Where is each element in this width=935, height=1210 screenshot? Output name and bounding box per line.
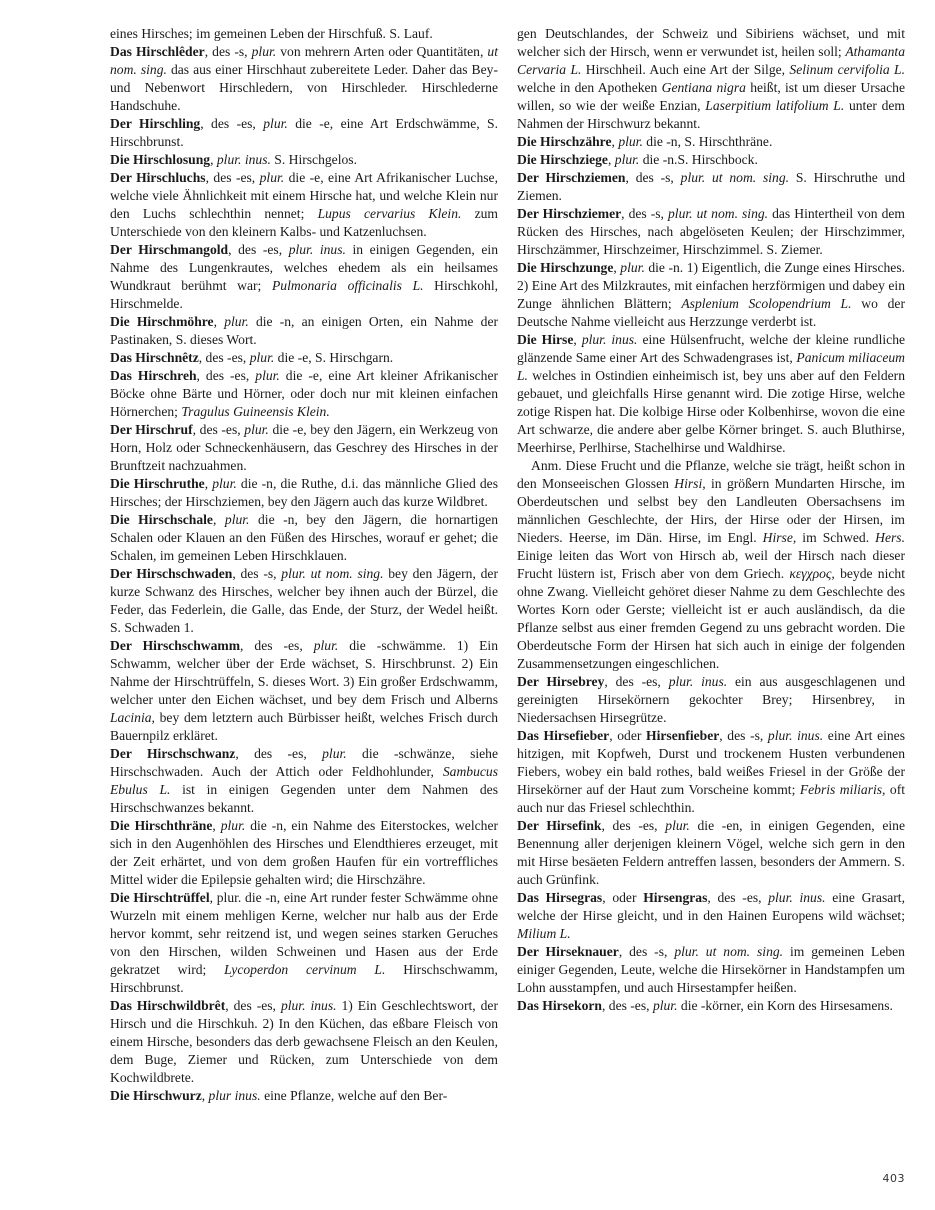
entry-text: , des -es,	[205, 170, 260, 185]
headword: Das Hirschwildbrêt	[110, 998, 226, 1013]
entry-text: die -n, die Ruthe, d.i. das männliche Glied des Hirsches; der Hirschziemen, bey den Jägern auch das kurze Wildbret.	[110, 476, 498, 509]
headword: Das Hirsekorn	[517, 998, 602, 1013]
headword: Der Hirschmangold	[110, 242, 229, 257]
italic-term: Lacinia,	[110, 710, 155, 725]
entry-text: die -körner, ein Korn des Hirsesamens.	[677, 998, 893, 1013]
headword: Das Hirsegras	[517, 890, 603, 905]
entry-text: , oder	[602, 890, 644, 905]
dictionary-entry	[110, 241, 498, 313]
headword: Der Hirschziemer	[517, 206, 622, 221]
entry-text: ,	[213, 314, 225, 329]
entry-text: , des -es,	[198, 350, 250, 365]
italic-term: plur.	[652, 998, 678, 1013]
italic-term: plur. ut nom. sing.	[281, 566, 384, 581]
entry-text: von mehrern Arten oder Quantitäten,	[276, 44, 488, 59]
headword: Die Hirse	[517, 332, 574, 347]
entry-text: ,	[607, 152, 615, 167]
headword: Der Hirseknauer	[517, 944, 619, 959]
headword: Die Hirschmöhre	[110, 314, 214, 329]
dictionary-entry	[110, 637, 498, 745]
entry-text: , des -s,	[232, 566, 282, 581]
entry-text: wo der Deutsche Nahme vielleicht aus Herzzunge verderbt ist.	[517, 296, 905, 329]
entry-text: eine Grasart, welche der Hirse gleicht, und in den Hainen Europens wild wächset;	[517, 890, 905, 923]
entry-text: Einige leiten das Wort von Hirsch ab, weil der Hirsch nach dieser Frucht lüstern ist, Frisch aber von dem Griech.	[517, 548, 905, 581]
dictionary-entry	[517, 151, 905, 169]
entry-text: die -e, S. Hirschgarn.	[274, 350, 394, 365]
entry-text: 1) Ein Geschlechtswort, der Hirsch und die Hirschkuh. 2) In den Küchen, das eßbare Fleisch von einem Hirsche, besonders das derb gewachsene Fleisch an den Keulen, dem Buge, Ziemer und Rücken, zum Unterschiede von dem Kochwildbrete.	[110, 998, 498, 1085]
entry-text: S. Hirschruthe und Ziemen.	[517, 170, 905, 203]
dictionary-entry	[517, 259, 905, 331]
entry-text: die -n, bey den Jägern, die hornartigen Schalen oder Klauen an den Füßen des Hirsches, worauf er gehet; die Schalen, im gemeinen Leben Hirschklauen.	[110, 512, 499, 563]
dictionary-entry	[517, 817, 905, 889]
entry-text: , des -es,	[196, 368, 256, 383]
italic-term: Panicum miliaceum L.	[517, 350, 905, 383]
headword: Der Hirsefink	[517, 818, 602, 833]
italic-term: Asplenium Scolopendrium L.	[681, 296, 852, 311]
entry-text: die -e, eine Art Afrikanischer Luchse, welche viele Ähnlichkeit mit einem Hirsche hat, und welche Klein nur den Luchs schlechthin nennet;	[110, 170, 498, 221]
headword: Hirsenfieber	[646, 728, 720, 743]
italic-term: Hers.	[875, 530, 905, 545]
dictionary-entry	[110, 421, 498, 475]
entry-text: , des -s,	[719, 728, 768, 743]
entry-text: , des -s,	[204, 44, 252, 59]
headword: Der Hirschschwaden	[110, 566, 233, 581]
entry-note	[517, 457, 905, 673]
entry-text: ein aus ausgeschlagenen und gereinigten Hirsekörnern gekochter Brey; Hirsenbrey, in Niedersachsen Hirsegrütze.	[517, 674, 905, 725]
headword: Der Hirschluchs	[110, 170, 206, 185]
italic-term: plur.	[251, 44, 277, 59]
italic-term: plur. ut nom. sing.	[680, 170, 790, 185]
entry-text: ,	[204, 476, 213, 491]
italic-term: plur. ut nom. sing.	[668, 206, 769, 221]
italic-term: plur. inus.	[216, 152, 271, 167]
headword: Das Hirschnêtz	[110, 350, 199, 365]
italic-term: plur.	[620, 260, 645, 275]
italic-term: Hirsi,	[674, 476, 706, 491]
italic-term: plur. inus.	[581, 332, 638, 347]
entry-text: in einigen Gegenden, ein Nahme des Lungenkrautes, welches ehedem als ein heilsames Wundkraut berühmt war;	[110, 242, 498, 293]
entry-text: gen Deutschlandes, der Schweiz und Sibiriens wächset, und mit welcher sich der Hirsch, wenn er verwundet ist, heilen soll;	[517, 26, 905, 59]
dictionary-entry	[517, 331, 905, 457]
dictionary-entry	[110, 889, 498, 997]
dictionary-entry	[110, 43, 498, 115]
dictionary-entry	[110, 313, 498, 349]
dictionary-entry	[517, 997, 905, 1015]
italic-term: plur. inus.	[668, 674, 728, 689]
italic-term: plur. inus.	[767, 728, 824, 743]
entry-text: , oder	[609, 728, 647, 743]
headword: Die Hirschwurz	[110, 1088, 202, 1103]
italic-term: plur inus.	[208, 1088, 261, 1103]
entry-text: , des -s,	[625, 170, 681, 185]
italic-term: plur.	[614, 152, 640, 167]
entry-text: beyde nicht ohne Zwang. Vielleicht gehöret dieser Nahme zu dem Geschlechte des Wortes Korn oder Gerste; vielleicht ist er auch ausländisch, da die Pflanze selbst aus einer fremden Gegend zu uns gebracht worden. Die Oberdeutsche Form der Hirsen hat sich auch in einige der folgenden Zusammensetzungen eingeschlichen.	[517, 566, 905, 671]
entry-text: , des -es,	[235, 746, 323, 761]
entry-continuation	[110, 25, 498, 43]
italic-term: Athamanta Cervaria L.	[517, 44, 905, 77]
italic-term: Febris miliaris,	[799, 782, 886, 797]
entry-text: zum Unterschiede von den kleinern Kalbs- und Katzenluchsen.	[110, 206, 498, 239]
entry-text: welches in Ostindien einheimisch ist, bey uns aber auf den Feldern gebauet, und gleichfalls Hirse genannt wird. Die zotige Hirse, welche zotige Rispen hat. Die kolbige Hirse oder Kolbenhirse, wovon die eine Art schwarze, die andere aber gelbe Körner bringet. S. auch Bluthirse, Meerhirse, Perlhirse, Stachelhirse und Waldhirse.	[517, 368, 905, 455]
entry-text: welche in den Apotheken	[517, 80, 662, 95]
page-number: 403	[882, 1172, 905, 1185]
dictionary-entry	[517, 889, 905, 943]
entry-text: bey den Jägern, der kurze Schwanz des Hirsches, welcher bey ihnen auch der Bürzel, die Feder, das Federlein, die Galle, das Ende, der Sturz, der Wedel heißt. S. Schwaden 1.	[110, 566, 498, 635]
entry-text: ,	[613, 260, 621, 275]
headword: Der Hirsebrey	[517, 674, 605, 689]
headword: Der Hirschschwamm	[110, 638, 241, 653]
italic-term: plur. ut nom. sing.	[674, 944, 784, 959]
entry-text: die -e, bey den Jägern, ein Werkzeug von Horn, Holz oder Schneckenhäusern, das Geschrey des Hirsches in der Brunftzeit nachzuahmen.	[110, 422, 498, 473]
headword: Die Hirschlosung	[110, 152, 211, 167]
dictionary-entry	[110, 1087, 498, 1105]
entry-text: das Hintertheil von dem Rücken des Hirsches, nach abgelöseten Keulen; der Hirschzimmer, Hirschzämmer, Hirschzeimer, Hirschzimmel. S. Ziemer.	[517, 206, 905, 257]
dictionary-entry	[517, 169, 905, 205]
entry-text: , des -es,	[601, 818, 666, 833]
headword: Die Hirschzunge	[517, 260, 614, 275]
entry-text: , des -es,	[192, 422, 245, 437]
entry-text: die -n, ein Nahme des Eiterstockes, welcher sich in den Augenhöhlen des Hirsches und Elendthieres erzeuget, mit der Zeit erhärtet, und von dem großen Haufen für ein vortreffliches Mittel wider die Epilepsie gehalten wird; die Hirschzähre.	[110, 818, 499, 887]
headword: Das Hirsefieber	[517, 728, 610, 743]
italic-term: Tragulus Guineensis Klein.	[181, 404, 330, 419]
entry-text: eine Hülsenfrucht, welche der kleine rundliche glänzende Same einer Art des Schwadengrases ist,	[517, 332, 906, 365]
entry-text: die -e, eine Art kleiner Afrikanischer Böcke ohne Bärte und Hörner, oder doch nur mit kleinen einfachen Hörnerchen;	[110, 368, 499, 419]
entry-text: die -e, eine Art Erdschwämme, S. Hirschbrunst.	[110, 116, 499, 149]
entry-text: Hirschschwamm, Hirschbrunst.	[110, 962, 498, 995]
left-column	[110, 25, 498, 1105]
entry-text: die -n.S. Hirschbock.	[639, 152, 758, 167]
italic-term: Sambucus Ebulus L.	[110, 764, 498, 797]
dictionary-entry	[110, 349, 498, 367]
entry-text: die -n, an einigen Orten, ein Nahme der Pastinaken, S. dieses Wort.	[110, 314, 499, 347]
entry-text: eine Pflanze, welche auf den Ber-	[260, 1088, 448, 1103]
entry-text: , des -es,	[200, 116, 264, 131]
italic-term: plur.	[259, 170, 285, 185]
entry-text: Anm. Diese Frucht und die Pflanze, welche sie trägt, heißt schon in den Monseeischen Glossen	[517, 458, 905, 491]
entry-text: bey dem letztern auch Bürbisser heißt, welches Frisch durch Bauernpilz erkläret.	[110, 710, 498, 743]
italic-term: plur. inus.	[288, 242, 346, 257]
dictionary-entry	[110, 151, 498, 169]
entry-text: die -en, in einigen Gegenden, eine Benennung aller derjenigen kleinern Vögel, welche sich gern in den mit Hirse besäeten Feldern antreffen lassen, besonders der Ammern. S. auch Grünfink.	[517, 818, 905, 887]
entry-text: ,	[212, 818, 221, 833]
headword: Die Hirschthräne	[110, 818, 213, 833]
headword: Der Hirschziemen	[517, 170, 626, 185]
entry-text: die -schwänze, siehe Hirschschwaden. Auch der Attich oder Feldhohlunder,	[110, 746, 498, 779]
entry-continuation	[517, 25, 905, 133]
dictionary-entry	[110, 817, 498, 889]
italic-term: plur.	[220, 818, 246, 833]
entry-text: , des -es,	[228, 242, 289, 257]
italic-term: Gentiana nigra	[661, 80, 746, 95]
headword: Die Hirschziege	[517, 152, 608, 167]
italic-term: ut nom. sing.	[110, 44, 498, 77]
entry-text: im Schwed.	[796, 530, 876, 545]
italic-term: plur.	[665, 818, 690, 833]
entry-text: ,	[210, 152, 217, 167]
italic-term: Pulmonaria officinalis L.	[271, 278, 424, 293]
italic-term: plur.	[255, 368, 280, 383]
dictionary-entry	[517, 133, 905, 151]
headword: Die Hirschruthe	[110, 476, 205, 491]
headword: Das Hirschreh	[110, 368, 197, 383]
entry-text: unter dem Nahmen der Hirschwurz bekannt.	[517, 98, 905, 131]
entry-text: in größern Mundarten Hirsche, im Oberdeutschen und selbst bey den Landleuten Obersachsens im männlichen Geschlechte, der Hirs, der Hirse oder der Hirsen, im Nieders. Heerse, im Dän. Hirse, im Engl.	[517, 476, 905, 545]
entry-text: Hirschheil. Auch eine Art der Silge,	[581, 62, 790, 77]
dictionary-entry	[110, 565, 498, 637]
italic-term: plur.	[322, 746, 347, 761]
entry-text: die -n. 1) Eigentlich, die Zunge eines Hirsches. 2) Eine Art des Milzkrautes, mit einfachen herzförmigen und dabey ein Zunge ähnlichen Blättern;	[517, 260, 906, 311]
dictionary-entry	[110, 997, 498, 1087]
entry-text: das aus einer Hirschhaut zubereitete Leder. Daher das Bey- und Nebenwort Hirschledern, von Hirschleder. Hirschlederne Handschuhe.	[110, 62, 498, 113]
entry-text: eine Art eines hitzigen, mit Kopfweh, Durst und trockenem Husten verbundenen Fiebers, wobey ein bald rothes, bald weißes Friesel in der Größe der Hirsekörner auf der Haut zum Vorscheine kommt;	[517, 728, 906, 797]
dictionary-entry	[110, 511, 498, 565]
entry-text: ,	[573, 332, 582, 347]
italic-term: Lycoperdon cervinum L.	[224, 962, 386, 977]
dictionary-entry	[517, 205, 905, 259]
italic-term: plur. inus.	[768, 890, 826, 905]
headword: Der Hirschling	[110, 116, 201, 131]
headword: Die Hirschtrüffel	[110, 890, 210, 905]
entry-text: , des -es,	[707, 890, 769, 905]
dictionary-entry	[517, 727, 905, 817]
italic-term: plur. inus.	[280, 998, 337, 1013]
entry-text: , des -es,	[240, 638, 314, 653]
entry-text: die -n, S. Hirschthräne.	[642, 134, 773, 149]
italic-term: plur.	[618, 134, 643, 149]
dictionary-entry	[517, 943, 905, 997]
italic-term: Hirse,	[762, 530, 797, 545]
entry-text: oft auch nur das Friesel schlechthin.	[517, 782, 906, 815]
entry-text: im gemeinen Leben einiger Gegenden, Leute, welche die Hirsekörner in Handstampfen um Lohn ausstampfen, und auch Hirsestampfer heißen.	[517, 944, 905, 995]
entry-text: S. Hirschgelos.	[270, 152, 357, 167]
italic-term: plur.	[224, 512, 250, 527]
entry-text: ,	[611, 134, 619, 149]
italic-term: plur.	[224, 314, 249, 329]
entry-text: die -schwämme. 1) Ein Schwamm, welcher über der Erde wächset, S. Hirschbrunst. 2) Ein Nahme der Hirschtrüffeln, S. dieses Wort. 3) Ein großer Erdschwamm, welcher unter den Eichen wächset, und bey dem Frisch und Alberns	[110, 638, 499, 707]
headword: Das Hirschlêder	[110, 44, 205, 59]
italic-term: plur.	[244, 422, 269, 437]
dictionary-entry	[110, 367, 498, 421]
entry-text: heißt, ist um dieser Ursache willen, so wie der weiße Enzian,	[517, 80, 906, 113]
dictionary-entry	[110, 169, 498, 241]
entry-text: , des -es,	[601, 998, 653, 1013]
headword: Hirsengras	[643, 890, 708, 905]
dictionary-entry	[110, 745, 498, 817]
headword: Die Hirschschale	[110, 512, 213, 527]
headword: Der Hirschruf	[110, 422, 193, 437]
entry-text: , des -s,	[621, 206, 668, 221]
entry-text: Hirschkohl, Hirschmelde.	[110, 278, 498, 311]
italic-term: κεγχρος,	[789, 566, 835, 581]
right-column	[517, 25, 905, 1015]
dictionary-entry	[110, 475, 498, 511]
entry-text: , des -s,	[618, 944, 675, 959]
entry-text: eines Hirsches; im gemeinen Leben der Hirschfuß. S. Lauf.	[110, 26, 433, 41]
italic-term: plur.	[313, 638, 339, 653]
dictionary-entry	[517, 673, 905, 727]
italic-term: plur.	[249, 350, 275, 365]
italic-term: Laserpitium latifolium L.	[705, 98, 845, 113]
italic-term: Milium L.	[517, 926, 571, 941]
entry-text: ist in einigen Gegenden unter dem Nahmen des Hirschschwanzes bekannt.	[110, 782, 498, 815]
italic-term: Lupus cervarius Klein.	[317, 206, 462, 221]
italic-term: plur.	[212, 476, 237, 491]
entry-text: , des -es,	[604, 674, 669, 689]
entry-text: , plur. die -n, eine Art runder fester Schwämme ohne Wurzeln mit einem mehligen Kerne, welcher nur halb aus der Erde hervor kommt, sehr reitzend ist, und wegen seines starken Geruches von den Hirschen, wilden Schweinen und Hasen aus der Erde gekratzet wird;	[110, 890, 499, 977]
italic-term: Selinum cervifolia L.	[789, 62, 905, 77]
entry-text: ,	[201, 1088, 209, 1103]
headword: Der Hirschschwanz	[110, 746, 236, 761]
dictionary-entry	[110, 115, 498, 151]
entry-text: , des -es,	[225, 998, 281, 1013]
headword: Die Hirschzähre	[517, 134, 612, 149]
entry-text: ,	[212, 512, 225, 527]
italic-term: plur.	[263, 116, 288, 131]
